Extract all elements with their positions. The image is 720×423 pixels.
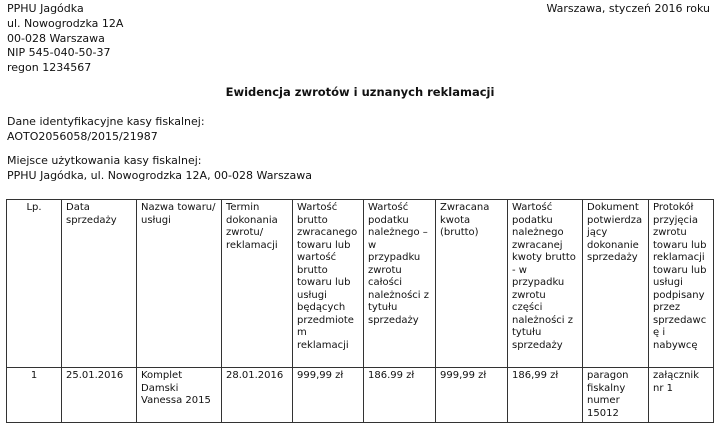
header-cell-protocol: Protokół przyjęcia zwrotu towaru lub reklamacji towaru lub usługi podpisany przez sprzedawcę i nabywcę (649, 200, 714, 368)
header-cell-sale-date: Data sprzedaży (62, 200, 137, 368)
table-header-row (7, 200, 714, 368)
company-name: PPHU Jagódka (7, 2, 84, 15)
cell-return-date: 28.01.2016 (222, 368, 293, 423)
cell-protocol: załącznik nr 1 (649, 368, 714, 423)
cell-tax-full: 186.99 zł (364, 368, 436, 423)
header-cell-tax-full: Wartość podatku należnego – w przypadku zwrotu całości należności z tytułu sprzedaży (364, 200, 436, 368)
company-street: ul. Nowogrodzka 12A (7, 16, 124, 30)
header-cell-sale-document: Dokument potwierdzający dokonanie sprzedaży (583, 200, 649, 368)
location-value: PPHU Jagódka, ul. Nowogrodzka 12A, 00-028 Warszawa (7, 169, 312, 182)
table-row (7, 368, 714, 423)
header-cell-return-date: Termin dokonania zwrotu/ reklamacji (222, 200, 293, 368)
company-city: 00-028 Warszawa (7, 31, 105, 45)
cell-lp: 1 (7, 368, 62, 423)
register-value: AOTO2056058/2015/21987 (7, 130, 158, 143)
location-label: Miejsce użytkowania kasy fiskalnej: (7, 154, 202, 167)
header-cell-refund-amount: Zwracana kwota (brutto) (436, 200, 508, 368)
company-regon: regon 1234567 (7, 61, 92, 75)
header-cell-tax-partial: Wartość podatku należnego zwracanej kwoty brutto - w przypadku zwrotu części należności z tytułu sprzedaży (508, 200, 583, 368)
company-nip: NIP 545-040-50-37 (7, 46, 111, 60)
cell-item-name: Komplet Damski Vanessa 2015 (137, 368, 222, 423)
register-label: Dane identyfikacyjne kasy fiskalnej: (7, 115, 205, 128)
location-info (7, 153, 312, 183)
place-date: Warszawa, styczeń 2016 roku (546, 2, 710, 15)
returns-table (6, 199, 714, 423)
cell-sale-date: 25.01.2016 (62, 368, 137, 423)
header-cell-gross-value: Wartość brutto zwracanego towaru lub wartość brutto towaru lub usługi będących przedmiotem reklamacji (293, 200, 364, 368)
cell-refund-amount: 999,99 zł (436, 368, 508, 423)
header-cell-lp: Lp. (7, 200, 62, 368)
cell-sale-document: paragon fiskalny numer 15012 (583, 368, 649, 423)
cell-gross-value: 999,99 zł (293, 368, 364, 423)
company-info (7, 2, 123, 76)
document-title: Ewidencja zwrotów i uznanych reklamacji (225, 85, 495, 99)
register-info (7, 114, 205, 144)
cell-tax-partial: 186,99 zł (508, 368, 583, 423)
header-cell-item-name: Nazwa towaru/ usługi (137, 200, 222, 368)
